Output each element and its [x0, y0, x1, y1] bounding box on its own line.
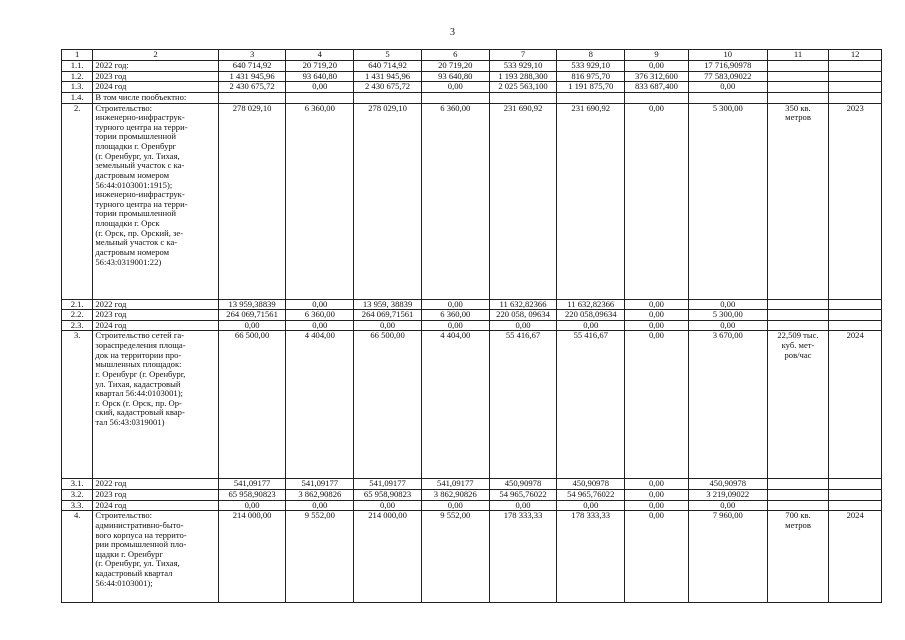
value-cell: 4 404,00: [286, 331, 354, 479]
value-cell: 178 333,33: [557, 511, 625, 603]
header-cell: 9: [625, 50, 689, 61]
value-cell: [829, 479, 882, 490]
value-cell: 0,00: [625, 103, 689, 299]
value-cell: [218, 92, 286, 103]
value-cell: 0,00: [625, 490, 689, 501]
value-cell: 214 000,00: [354, 511, 422, 603]
row-number-cell: 1.3.: [62, 82, 93, 93]
page-number: 3: [450, 27, 455, 38]
value-cell: [829, 82, 882, 93]
value-cell: 0,00: [354, 500, 422, 511]
value-cell: 0,00: [688, 299, 767, 310]
value-cell: 5 300,00: [688, 310, 767, 321]
row-number-cell: 3.1.: [62, 479, 93, 490]
value-cell: 0,00: [354, 320, 422, 331]
value-cell: [829, 299, 882, 310]
value-cell: 4 404,00: [421, 331, 489, 479]
table-row: [62, 500, 882, 511]
value-cell: 3 219,09022: [688, 490, 767, 501]
table-row: [62, 320, 882, 331]
value-cell: 0,00: [286, 500, 354, 511]
value-cell: 5 300,00: [688, 103, 767, 299]
value-cell: 13 959,38839: [218, 299, 286, 310]
value-cell: 700 кв. метров: [767, 511, 829, 603]
value-cell: [557, 92, 625, 103]
value-cell: 93 640,80: [421, 71, 489, 82]
header-cell: 12: [829, 50, 882, 61]
row-number-cell: 3.2.: [62, 490, 93, 501]
row-number-cell: 1.2.: [62, 71, 93, 82]
value-cell: 450,90978: [557, 479, 625, 490]
value-cell: 450,90978: [688, 479, 767, 490]
description-cell: 2024 год: [93, 320, 218, 331]
value-cell: 2023: [829, 103, 882, 299]
row-number-cell: 2.: [62, 103, 93, 299]
description-cell: В том числе пообъектно:: [93, 92, 218, 103]
value-cell: 13 959, 38839: [354, 299, 422, 310]
table-row: [62, 71, 882, 82]
table-row: [62, 310, 882, 321]
value-cell: 55 416,67: [557, 331, 625, 479]
description-cell: 2023 год: [93, 490, 218, 501]
description-cell: Строительство сетей га- зораспределения площа- док на территории про- мышленных площадок: г. Оренбург (г. Оренбург, ул. Тихая, кадастровый квартал 56:44:0103001); г. Орск (г. Орск, пр. Ор- ский, кадастровый квар- тал 56:43:0319001): [93, 331, 218, 479]
value-cell: [767, 61, 829, 72]
header-row: [62, 50, 882, 61]
table-row: [62, 82, 882, 93]
description-cell: Строительство: административно-быто- вого корпуса на террито- рии промышленной пло- щадки г. Оренбург (г. Оренбург, ул. Тихая, кадастровый квартал 56:44:0103001);: [93, 511, 218, 603]
description-cell: 2024 год: [93, 500, 218, 511]
table-row: [62, 511, 882, 603]
value-cell: [829, 71, 882, 82]
value-cell: [767, 500, 829, 511]
value-cell: 11 632,82366: [557, 299, 625, 310]
description-cell: 2023 год: [93, 310, 218, 321]
value-cell: 6 360,00: [421, 310, 489, 321]
value-cell: 0,00: [688, 500, 767, 511]
value-cell: 65 958,90823: [354, 490, 422, 501]
row-number-cell: 4.: [62, 511, 93, 603]
value-cell: [829, 61, 882, 72]
value-cell: [767, 320, 829, 331]
value-cell: 0,00: [421, 82, 489, 93]
header-cell: 6: [421, 50, 489, 61]
value-cell: 2024: [829, 331, 882, 479]
value-cell: 0,00: [625, 479, 689, 490]
value-cell: 20 719,20: [421, 61, 489, 72]
value-cell: [829, 92, 882, 103]
value-cell: 0,00: [688, 82, 767, 93]
value-cell: 7 960,00: [688, 511, 767, 603]
value-cell: 220 058,09634: [557, 310, 625, 321]
value-cell: 9 552,00: [286, 511, 354, 603]
value-cell: 0,00: [625, 320, 689, 331]
value-cell: [829, 320, 882, 331]
value-cell: 22,509 тыс. куб. мет- ров/час: [767, 331, 829, 479]
value-cell: 214 000,00: [218, 511, 286, 603]
value-cell: 77 583,09022: [688, 71, 767, 82]
value-cell: 231 690,92: [489, 103, 557, 299]
value-cell: 0,00: [625, 61, 689, 72]
value-cell: [767, 71, 829, 82]
value-cell: 17 716,90978: [688, 61, 767, 72]
value-cell: 0,00: [557, 320, 625, 331]
value-cell: 0,00: [218, 320, 286, 331]
value-cell: 3 862,90826: [286, 490, 354, 501]
row-number-cell: 2.2.: [62, 310, 93, 321]
value-cell: 0,00: [421, 500, 489, 511]
value-cell: [829, 500, 882, 511]
description-cell: 2022 год: [93, 299, 218, 310]
table-row: [62, 490, 882, 501]
value-cell: 3 670,00: [688, 331, 767, 479]
header-cell: 4: [286, 50, 354, 61]
value-cell: [767, 82, 829, 93]
value-cell: [688, 92, 767, 103]
value-cell: 65 958,90823: [218, 490, 286, 501]
value-cell: 541,09177: [354, 479, 422, 490]
value-cell: 0,00: [625, 310, 689, 321]
value-cell: 9 552,00: [421, 511, 489, 603]
row-number-cell: 2.3.: [62, 320, 93, 331]
header-cell: 7: [489, 50, 557, 61]
value-cell: 0,00: [557, 500, 625, 511]
value-cell: 6 360,00: [421, 103, 489, 299]
row-number-cell: 3.3.: [62, 500, 93, 511]
value-cell: 93 640,80: [286, 71, 354, 82]
value-cell: 640 714,92: [354, 61, 422, 72]
header-cell: 1: [62, 50, 93, 61]
header-cell: 2: [93, 50, 218, 61]
value-cell: 264 069,71561: [218, 310, 286, 321]
header-cell: 11: [767, 50, 829, 61]
value-cell: 2024: [829, 511, 882, 603]
description-cell: 2022 год:: [93, 61, 218, 72]
table-row: [62, 103, 882, 299]
value-cell: 0,00: [286, 82, 354, 93]
description-cell: 2022 год: [93, 479, 218, 490]
value-cell: 350 кв. метров: [767, 103, 829, 299]
value-cell: 11 632,82366: [489, 299, 557, 310]
table-row: [62, 92, 882, 103]
value-cell: 1 193 288,300: [489, 71, 557, 82]
value-cell: 533 929,10: [489, 61, 557, 72]
value-cell: 66 500,00: [218, 331, 286, 479]
header-cell: 3: [218, 50, 286, 61]
value-cell: 0,00: [625, 500, 689, 511]
value-cell: 20 719,20: [286, 61, 354, 72]
value-cell: 6 360,00: [286, 103, 354, 299]
value-cell: 220 058, 09634: [489, 310, 557, 321]
table-row: [62, 299, 882, 310]
value-cell: [354, 92, 422, 103]
value-cell: [767, 479, 829, 490]
value-cell: 0,00: [489, 320, 557, 331]
value-cell: 0,00: [421, 320, 489, 331]
value-cell: 541,09177: [421, 479, 489, 490]
value-cell: [767, 92, 829, 103]
header-cell: 8: [557, 50, 625, 61]
value-cell: 178 333,33: [489, 511, 557, 603]
value-cell: 541,09177: [286, 479, 354, 490]
value-cell: 231 690,92: [557, 103, 625, 299]
value-cell: 54 965,76022: [489, 490, 557, 501]
value-cell: [767, 299, 829, 310]
value-cell: [767, 490, 829, 501]
value-cell: 0,00: [218, 500, 286, 511]
value-cell: [767, 310, 829, 321]
value-cell: 1 431 945,96: [218, 71, 286, 82]
value-cell: 0,00: [286, 299, 354, 310]
header-cell: 5: [354, 50, 422, 61]
value-cell: [625, 92, 689, 103]
value-cell: 278 029,10: [218, 103, 286, 299]
value-cell: 3 862,90826: [421, 490, 489, 501]
value-cell: 66 500,00: [354, 331, 422, 479]
value-cell: 1 191 875,70: [557, 82, 625, 93]
row-number-cell: 1.4.: [62, 92, 93, 103]
value-cell: 2 430 675,72: [218, 82, 286, 93]
value-cell: 0,00: [286, 320, 354, 331]
value-cell: 533 929,10: [557, 61, 625, 72]
value-cell: 54 965,76022: [557, 490, 625, 501]
value-cell: 2 025 563,100: [489, 82, 557, 93]
value-cell: 0,00: [421, 299, 489, 310]
row-number-cell: 3.: [62, 331, 93, 479]
value-cell: 6 360,00: [286, 310, 354, 321]
budget-table: [61, 49, 882, 603]
value-cell: [421, 92, 489, 103]
value-cell: 55 416,67: [489, 331, 557, 479]
value-cell: 0,00: [625, 511, 689, 603]
value-cell: 1 431 945,96: [354, 71, 422, 82]
value-cell: 376 312,600: [625, 71, 689, 82]
value-cell: 640 714,92: [218, 61, 286, 72]
value-cell: [489, 92, 557, 103]
description-cell: 2024 год: [93, 82, 218, 93]
value-cell: 833 687,400: [625, 82, 689, 93]
value-cell: [829, 310, 882, 321]
row-number-cell: 1.1.: [62, 61, 93, 72]
table-row: [62, 61, 882, 72]
value-cell: 0,00: [625, 299, 689, 310]
header-cell: 10: [688, 50, 767, 61]
value-cell: 0,00: [489, 500, 557, 511]
row-number-cell: 2.1.: [62, 299, 93, 310]
value-cell: [286, 92, 354, 103]
table-row: [62, 331, 882, 479]
value-cell: 2 430 675,72: [354, 82, 422, 93]
value-cell: 816 975,70: [557, 71, 625, 82]
value-cell: [829, 490, 882, 501]
value-cell: 541,09177: [218, 479, 286, 490]
description-cell: 2023 год: [93, 71, 218, 82]
value-cell: 264 069,71561: [354, 310, 422, 321]
table-row: [62, 479, 882, 490]
value-cell: 450,90978: [489, 479, 557, 490]
value-cell: 0,00: [688, 320, 767, 331]
value-cell: 278 029,10: [354, 103, 422, 299]
value-cell: 0,00: [625, 331, 689, 479]
description-cell: Строительство: инженерно-инфраструк- турного центра на терри- тории промышленной площадки г. Оренбург (г. Оренбург, ул. Тихая, земельный участок с ка- дастровым номером 56:44:0103001:1915); инженерно-инфраструк- турного центра на терри- тории промышленной площадки г. Орск (г. Орск, пр. Орский, зе- мельный участок с ка- дастровым номером 56:43:0319001:22): [93, 103, 218, 299]
